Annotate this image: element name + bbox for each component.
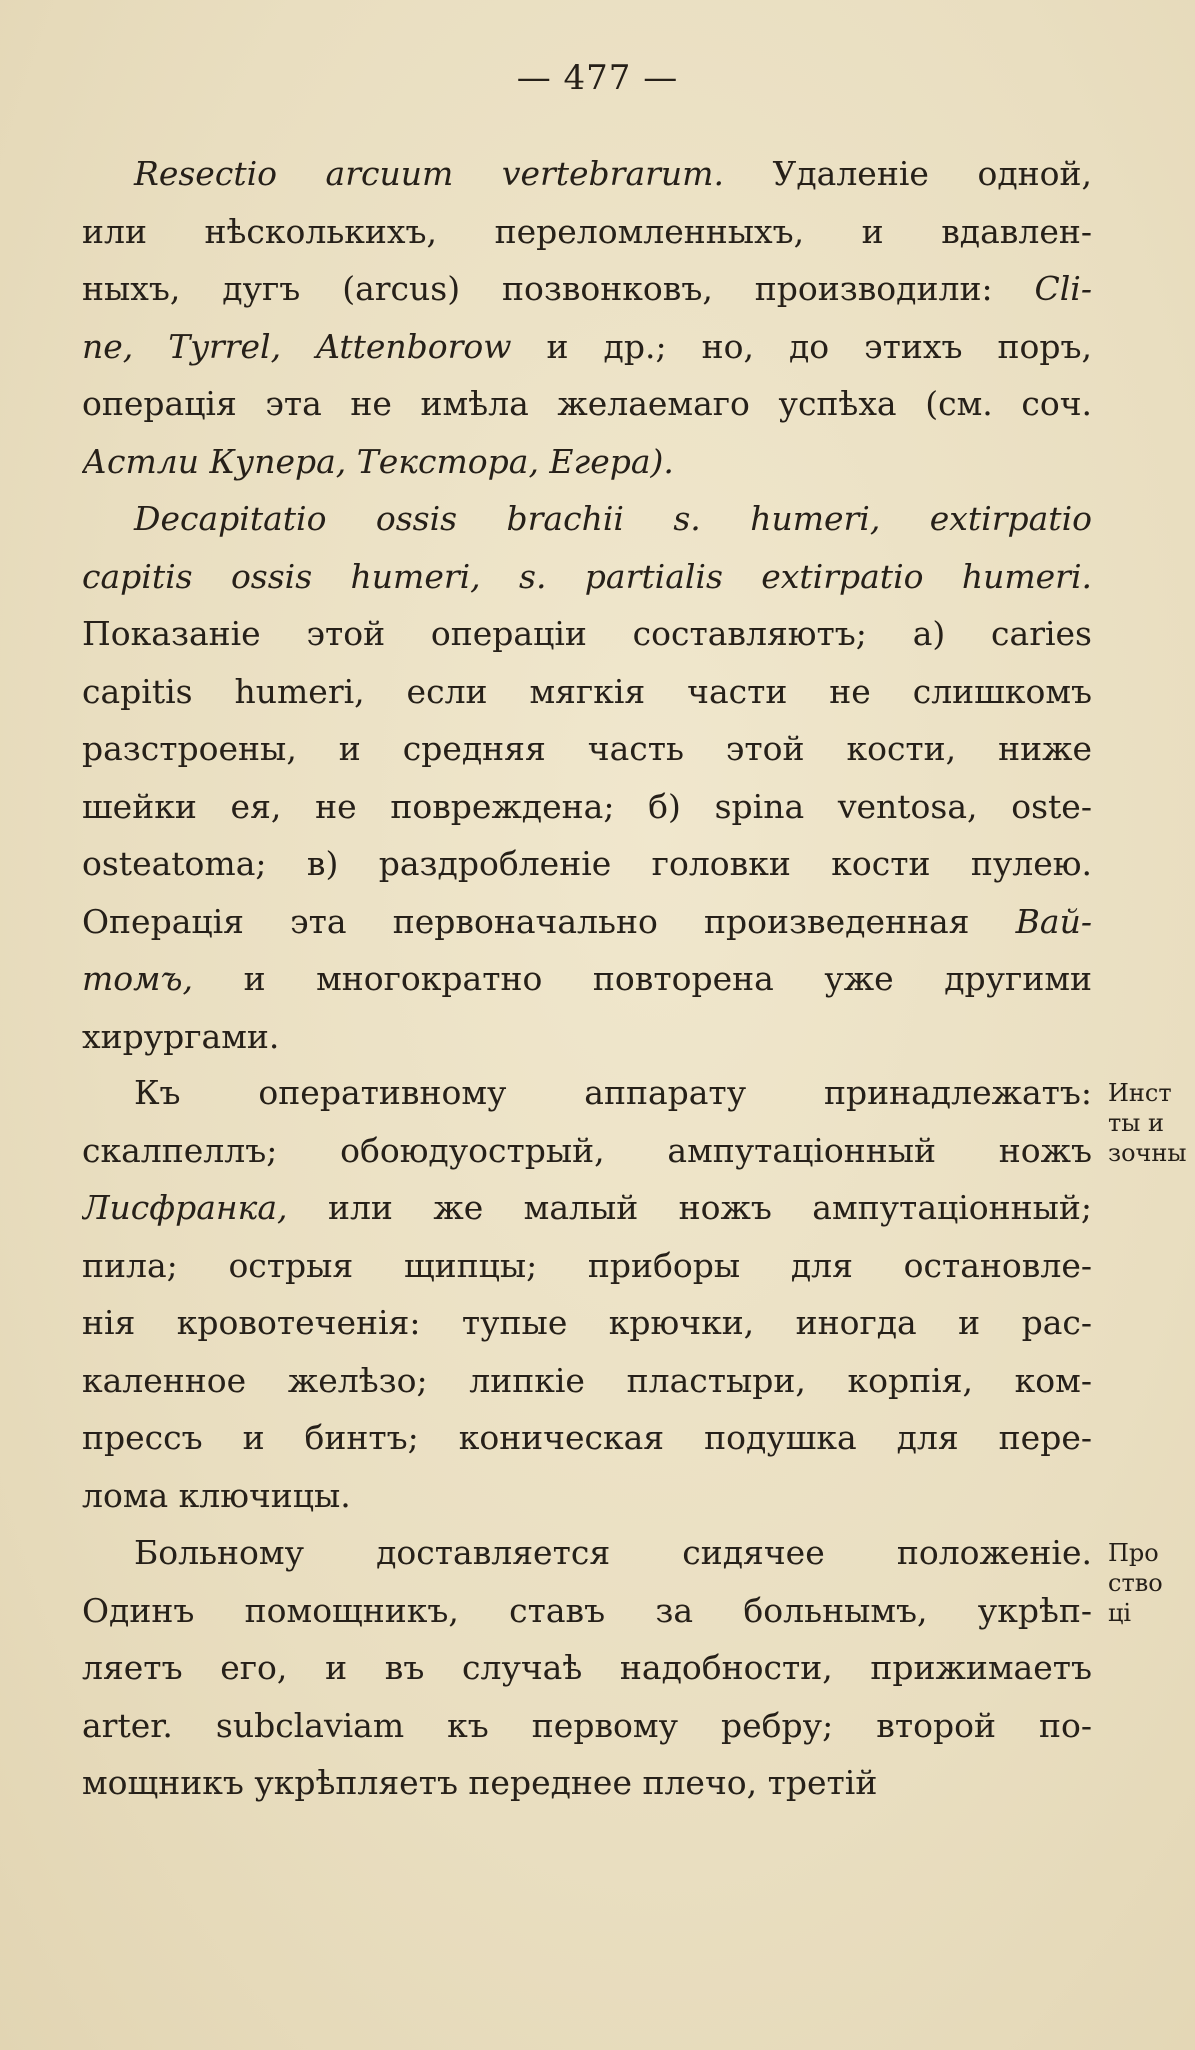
italic-text: Вай- [1015, 901, 1092, 941]
italic-text: capitis ossis humeri, s. partialis extirpatio humeri. [82, 556, 1092, 596]
plain-text: Одинъ помощникъ, ставъ за больнымъ, укрѣп- [82, 1590, 1092, 1630]
text-line [82, 1237, 1092, 1295]
margin-note-line: Инст [1108, 1079, 1172, 1107]
plain-text: Больному доставляется сидячее положеніе. [134, 1533, 1092, 1572]
plain-text: операція эта не имѣла желаемаго успѣха (см. соч. [82, 384, 1092, 423]
plain-text: скалпеллъ; обоюдуострый, ампутаціонный ножъ [82, 1130, 1092, 1170]
text-line [82, 1754, 1092, 1812]
text-line [82, 1352, 1092, 1410]
plain-text: мощникъ укрѣпляетъ переднее плечо, третій [82, 1763, 878, 1802]
text-line [82, 1467, 1092, 1525]
text-line [82, 375, 1092, 433]
plain-text: Удаленіе одной, [723, 154, 1092, 193]
text-line [82, 1064, 1092, 1122]
text-line [82, 1582, 1092, 1640]
text-line [82, 1008, 1092, 1066]
margin-note-procedure [1108, 1538, 1195, 1628]
margin-note-line: ты и [1108, 1109, 1165, 1137]
italic-text: Decapitatio ossis brachii s. humeri, extirpatio [134, 499, 1092, 538]
margin-note-line: ство [1108, 1569, 1163, 1597]
plain-text: capitis humeri, если мягкія части не слишкомъ [82, 671, 1092, 711]
italic-text: Лисфранка, [82, 1188, 288, 1227]
text-line [82, 203, 1092, 261]
text-line [82, 893, 1092, 951]
margin-note-line: Про [1108, 1539, 1159, 1567]
plain-text: ныхъ, дугъ (arcus) позвонковъ, производили: [82, 269, 1035, 308]
text-line [82, 145, 1092, 203]
text-line [82, 605, 1092, 663]
text-line [82, 663, 1092, 721]
page-number: — 477 — [516, 58, 679, 98]
margin-note-line: зочны [1108, 1139, 1187, 1167]
plain-text: и др.; но, до этихъ поръ, [511, 326, 1092, 366]
text-line [82, 835, 1092, 893]
text-line [82, 1524, 1092, 1582]
plain-text: arter. subclaviam къ первому ребру; второй по- [82, 1705, 1092, 1745]
plain-text: или нѣсколькихъ, переломленныхъ, и вдавлен- [82, 211, 1092, 251]
plain-text: нія кровотеченія: тупые крючки, иногда и рас- [82, 1303, 1092, 1342]
plain-text: каленное желѣзо; липкіе пластыри, корпія, ком- [82, 1360, 1092, 1400]
italic-text: Cli- [1034, 269, 1092, 308]
text-line [82, 778, 1092, 836]
text-line [82, 720, 1092, 778]
text-line [82, 1294, 1092, 1352]
paragraph-position [82, 1524, 1092, 1812]
text-line [82, 1122, 1092, 1180]
text-line [82, 950, 1092, 1008]
text-line [82, 433, 1092, 491]
text-line [82, 1639, 1092, 1697]
plain-text: пила; острыя щипцы; приборы для остановле- [82, 1245, 1092, 1285]
text-line [82, 548, 1092, 606]
plain-text: osteatoma; в) раздробленіе головки кости пулею. [82, 844, 1092, 883]
plain-text: лома ключицы. [82, 1475, 351, 1515]
text-line [82, 1409, 1092, 1467]
plain-text: ляетъ его, и въ случаѣ надобности, прижимаетъ [82, 1648, 1092, 1687]
plain-text: и многократно повторена уже другими [193, 959, 1092, 998]
plain-text: прессъ и бинтъ; коническая подушка для пере- [82, 1418, 1092, 1457]
italic-text: томъ, [82, 959, 194, 998]
paragraph-decapitatio [82, 490, 1092, 1065]
plain-text: шейки ея, не повреждена; б) spina ventosa, oste- [82, 786, 1092, 826]
text-line [82, 318, 1092, 376]
italic-text: ne, Tyrrel, Attenborow [82, 326, 512, 366]
text-line [82, 260, 1092, 318]
margin-note-instruments [1108, 1078, 1195, 1168]
italic-text: Астли Купера, Текстора, Егера). [82, 441, 674, 481]
plain-text: Къ оперативному аппарату принадлежатъ: [134, 1073, 1092, 1112]
italic-text: Resectio arcuum vertebrarum. [134, 154, 724, 193]
margin-note-line: ці [1108, 1599, 1132, 1627]
plain-text: или же малый ножъ ампутаціонный; [287, 1188, 1092, 1227]
plain-text: Операція эта первоначально произведенная [82, 901, 1016, 941]
plain-text: разстроены, и средняя часть этой кости, ниже [82, 729, 1092, 768]
text-line [82, 1179, 1092, 1237]
plain-text: хирургами. [82, 1016, 280, 1056]
paragraph-apparatus [82, 1064, 1092, 1524]
text-line [82, 1697, 1092, 1755]
text-line [82, 490, 1092, 548]
plain-text: Показаніе этой операціи составляютъ; а) caries [82, 614, 1092, 653]
paragraph-resectio [82, 145, 1092, 490]
